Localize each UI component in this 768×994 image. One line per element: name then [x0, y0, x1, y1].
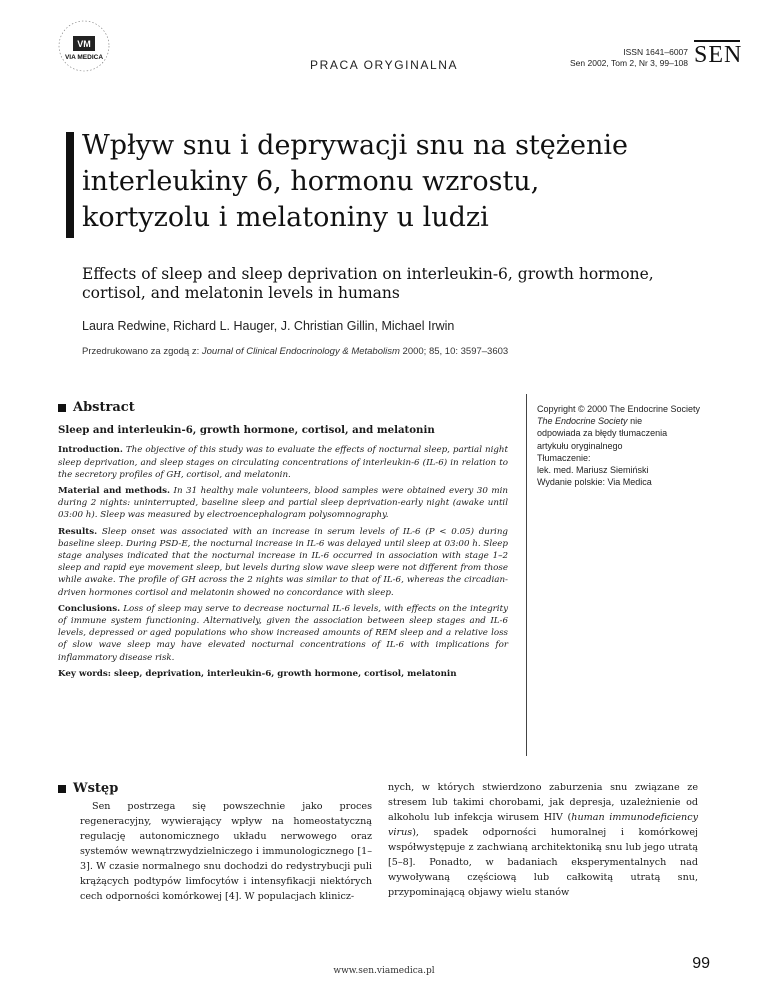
methods-text: In 31 healthy male volunteers, blood samples were obtained every 30 min during 2 nights: uninterrupted, baseline sleep and partial sleep deprivation-early night (awake until 03:00 h). Sleep was measured by electroencephalogram polysomnography.	[58, 486, 508, 521]
section-label: PRACA ORYGINALNA	[310, 58, 459, 72]
authors: Laura Redwine, Richard L. Hauger, J. Christian Gillin, Michael Irwin	[82, 319, 455, 333]
subtitle-line: Effects of sleep and sleep deprivation on interleukin-6, growth hormone,	[82, 265, 654, 283]
issn: ISSN 1641–6007	[623, 47, 688, 57]
title-bar	[66, 132, 74, 238]
article-title-en	[82, 265, 722, 303]
body-column-1	[80, 799, 372, 904]
abstract-conclusions	[58, 603, 508, 664]
journal-citation	[570, 47, 688, 69]
abstract-introduction	[58, 444, 508, 481]
abstract	[58, 402, 508, 684]
title-line: Wpływ snu i deprywacji snu na stężenie	[82, 130, 628, 161]
abstract-results	[58, 526, 508, 599]
section-heading-text: Wstęp	[73, 781, 119, 796]
abstract-methods	[58, 485, 508, 522]
society-line	[537, 415, 697, 427]
sidebar-line: artykułu oryginalnego	[537, 440, 623, 451]
abstract-heading	[58, 402, 508, 414]
sidebar-line: Wydanie polskie: Via Medica	[537, 477, 652, 488]
section-heading-wstep	[58, 781, 118, 796]
reprint-note	[82, 346, 508, 357]
conclusions-label: Conclusions.	[58, 603, 121, 614]
footer-url: www.sen.viamedica.pl	[333, 966, 435, 976]
paragraph-text: ), spadek odporności humoralnej i komórkowej współwystępuje z zachwianą architektoniką snu lub jego utratą [5–8]. Ponadto, w badaniach eksperymentalnych nad wywoływaną częściową lub całkowitą utratą snu, przypominającą objawy wielu stanów	[388, 827, 698, 898]
results-label: Results.	[58, 526, 98, 537]
results-text: Sleep onset was associated with an increase in serum levels of IL-6 (P < 0.05) during baseline sleep. During PSD-E, the nocturnal increase in IL-6 was delayed until sleep at 03:00 h. Sleep stage analyses indicated that the nocturnal increase in IL-6 occurred in association with stage 1–2 sleep and rapid eye movement sleep, but levels during slow wave sleep were not different from those while awake. The profile of GH across the 2 nights was similar to that of IL-6, whereas the circadian-driven hormones cortisol and melatonin showed no concordance with sleep.	[58, 526, 508, 598]
reprint-prefix: Przedrukowano za zgodą z:	[82, 346, 202, 357]
sidebar-line: odpowiada za błędy tłumaczenia	[537, 428, 668, 439]
keywords: Key words: sleep, deprivation, interleukin-6, growth hormone, cortisol, melatonin	[58, 668, 457, 679]
reprint-suffix: 2000; 85, 10: 3597–3603	[399, 346, 509, 357]
society-name: The Endocrine Society	[537, 416, 628, 427]
paragraph	[388, 780, 698, 900]
society-suffix: nie	[627, 416, 643, 427]
svg-text:VM: VM	[77, 39, 91, 49]
logo-text: VIA MEDICA	[64, 54, 104, 61]
title-line: interleukiny 6, hormonu wzrostu,	[82, 166, 540, 197]
paragraph-text: nych, w których stwierdzono zaburzenia snu związane ze stresem lub takimi chorobami, jak depresja, uzależnienie od alkoholu lub infekcja wirusem HIV (	[388, 782, 698, 823]
via-medica-logo	[56, 16, 112, 76]
sidebar-line: Tłumaczenie:	[537, 452, 591, 463]
title-line: kortyzolu i melatoniny u ludzi	[82, 202, 489, 233]
intro-text: The objective of this study was to evaluate the effects of nocturnal sleep, partial night sleep deprivation, and sleep stages on circulating concentrations of interleukin-6 (IL-6) in relation to the secretory profiles of GH, cortisol, and melatonin.	[58, 445, 508, 480]
citation: Sen 2002, Tom 2, Nr 3, 99–108	[570, 58, 688, 68]
methods-label: Material and methods.	[58, 486, 170, 497]
square-bullet-icon	[58, 785, 66, 793]
square-bullet-icon	[58, 404, 66, 412]
intro-label: Introduction.	[58, 445, 123, 456]
sidebar-line: lek. med. Mariusz Siemiński	[537, 465, 649, 476]
abstract-subtitle: Sleep and interleukin-6, growth hormone, cortisol, and melatonin	[58, 424, 435, 437]
article-title-pl	[82, 128, 702, 236]
paragraph-italic: human immunodeficiency virus	[388, 812, 698, 838]
column-divider	[526, 394, 527, 756]
subtitle-line: cortisol, and melatonin levels in humans	[82, 284, 400, 302]
page-number: 99	[692, 955, 710, 972]
paragraph: Sen postrzega się powszechnie jako proces regeneracyjny, wywierający wpływ na homeostatyczną regulację autonomicznego układu nerwowego oraz systemów wewnątrzwydzielniczego i immunologicznego [1–3]. W czasie normalnego snu dochodzi do redystrybucji puli krążących podtypów limfocytów i intensyfikacji niektórych cech odporności komórkowej [4]. W populacjach klinicz-	[80, 801, 372, 902]
reprint-source: Journal of Clinical Endocrinology & Metabolism	[201, 346, 400, 357]
copyright-line: Copyright © 2000 The Endocrine Society	[537, 404, 701, 414]
journal-mark: SEN	[694, 42, 743, 68]
abstract-heading-text: Abstract	[73, 400, 135, 415]
conclusions-text: Loss of sleep may serve to decrease nocturnal IL-6 levels, with effects on the integrity of immune system functioning. Alternatively, given the association between sleep stages and IL-6 levels, depressed or aged populations who show increased amounts of REM sleep and a relative loss of slow wave sleep may have elevated nocturnal concentrations of IL-6 with implications for inflammatory disease risk.	[58, 603, 508, 663]
copyright-sidebar	[537, 403, 701, 488]
body-column-2	[388, 780, 698, 900]
